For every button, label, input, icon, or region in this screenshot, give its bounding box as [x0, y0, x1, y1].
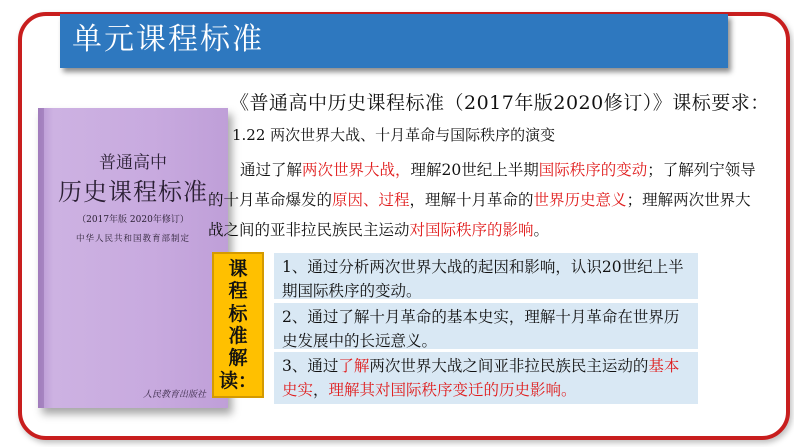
- text-segment: 通过了解: [240, 161, 303, 179]
- standard-subtitle: 1.22 两次世界大战、十月革命与国际秩序的演变: [232, 126, 556, 144]
- text-segment: ，: [313, 381, 329, 399]
- highlight-text: 两次世界大战，: [302, 161, 411, 179]
- label-char: 准: [228, 325, 248, 348]
- paragraph-line-3: [208, 215, 782, 245]
- book-issuer: 中华人民共和国教育部制定: [75, 234, 190, 244]
- text-segment: ，理解十月革命的: [409, 191, 534, 209]
- text-segment: ；理解两次世界大: [626, 191, 751, 209]
- book-title: 历史课程标准: [58, 178, 208, 206]
- interpretation-label: [212, 252, 264, 398]
- label-char: 解: [228, 347, 248, 370]
- text-segment: 3、通过: [282, 357, 339, 375]
- text-segment: 战之间的亚非拉民族民主运动: [208, 221, 410, 239]
- label-char: 程: [228, 280, 248, 303]
- label-char: 标: [228, 302, 248, 325]
- highlight-text: 基本史实: [282, 357, 680, 399]
- book-line-1: 普通高中: [99, 153, 167, 173]
- highlight-text: 原因、过程: [332, 191, 410, 209]
- label-char: 课: [228, 258, 248, 281]
- text-segment: 。: [533, 221, 550, 239]
- text-segment: 理解20世纪上半期: [410, 161, 539, 179]
- label-char: 读：: [218, 369, 257, 392]
- book-edition: （2017年版 2020年修订）: [77, 215, 189, 225]
- interpretation-item-3: [274, 352, 698, 404]
- highlight-text: 国际秩序的变动: [538, 161, 648, 179]
- interpretation-item-2: 2、通过了解十月革命的基本史实，理解十月革命在世界历史发展中的长远意义。: [274, 303, 698, 349]
- highlight-text: 了解: [338, 357, 370, 375]
- highlight-text: 世界历史意义: [533, 191, 627, 209]
- standard-title: 《普通高中历史课程标准（2017年版2020修订）》课标要求：: [230, 92, 770, 114]
- paragraph-line-1: [208, 155, 782, 185]
- text-segment: ；了解列宁领导: [647, 161, 756, 179]
- standard-paragraph: [208, 155, 782, 245]
- paragraph-line-2: [208, 185, 782, 215]
- book-cover-image: [38, 108, 228, 408]
- interpretation-item-1: 1、通过分析两次世界大战的起因和影响，认识20世纪上半期国际秩序的变动。: [274, 253, 698, 299]
- book-publisher: 人民教育出版社: [142, 390, 206, 400]
- highlight-text: 对国际秩序的影响: [409, 221, 534, 239]
- highlight-text: 理解其对国际秩序变迁的历史影响。: [328, 381, 577, 399]
- text-segment: 两次世界大战之间亚非拉民族民主运动的: [369, 357, 649, 375]
- title-bar: [60, 14, 728, 68]
- text-segment: 的十月革命爆发的: [208, 191, 333, 209]
- page-title: 单元课程标准: [72, 22, 264, 57]
